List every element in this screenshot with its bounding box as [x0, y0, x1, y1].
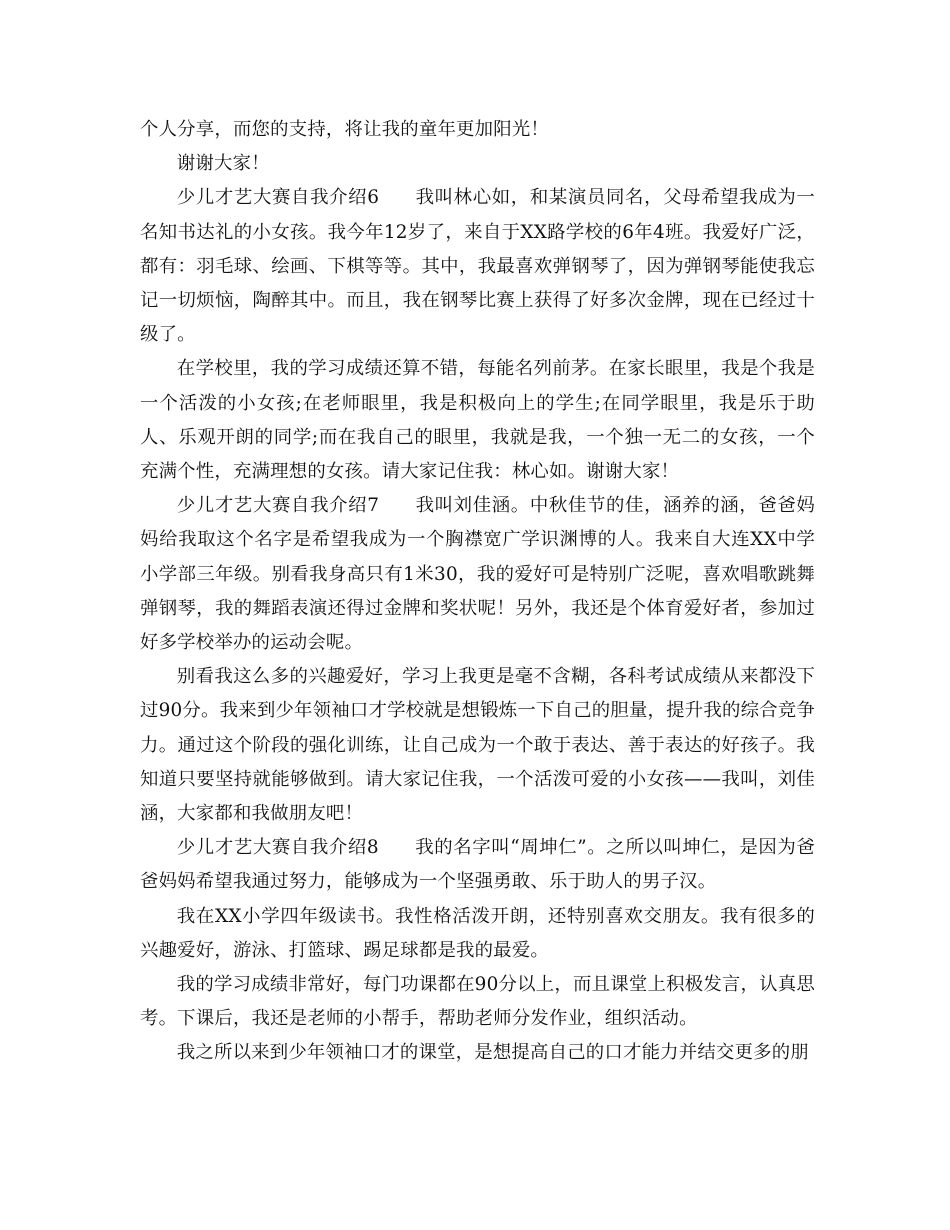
- paragraph-text: 我的名字叫“周坤仁”。之所以叫坤仁，是因为爸爸妈妈希望我通过努力，能够成为一个坚强勇敢、乐于助人的男子汉。: [140, 837, 815, 893]
- paragraph: 我在XX小学四年级读书。我性格活泼开朗，还特别喜欢交朋友。我有很多的兴趣爱好，游泳、打篮球、踢足球都是我的最爱。: [140, 905, 815, 961]
- section-heading: 少儿才艺大赛自我介绍8: [176, 837, 379, 859]
- document-body: [140, 113, 815, 1071]
- section-heading: 少儿才艺大赛自我介绍6: [176, 187, 380, 209]
- paragraph: 我之所以来到少年领袖口才的课堂，是想提高自己的口才能力并结交更多的朋: [176, 1042, 809, 1064]
- paragraph: [140, 831, 815, 899]
- paragraph: [140, 181, 815, 352]
- paragraph: 我的学习成绩非常好，每门功课都在90分以上，而且课堂上积极发言，认真思考。下课后，我还是老师的小帮手，帮助老师分发作业，组织活动。: [140, 974, 815, 1030]
- paragraph: 别看我这么多的兴趣爱好，学习上我更是毫不含糊，各科考试成绩从来都没下过90分。我来到少年领袖口才学校就是想锻炼一下自己的胆量，提升我的综合竞争力。通过这个阶段的强化训练，让自己成为一个敢于表达、善于表达的好孩子。我知道只要坚持就能够做到。请大家记住我，一个活泼可爱的小女孩——我叫，刘佳涵，大家都和我做朋友吧！: [140, 666, 815, 825]
- paragraph-text: 我叫林心如，和某演员同名，父母希望我成为一名知书达礼的小女孩。我今年12岁了，来自于XX路学校的6年4班。我爱好广泛，都有：羽毛球、绘画、下棋等等。其中，我最喜欢弹钢琴了，因为弹钢琴能使我忘记一切烦恼，陶醉其中。而且，我在钢琴比赛上获得了好多次金牌，现在已经过十级了。: [140, 187, 816, 346]
- paragraph: 谢谢大家！: [176, 153, 270, 175]
- paragraph-text: 我叫刘佳涵。中秋佳节的佳，涵养的涵，爸爸妈妈给我取这个名字是希望我成为一个胸襟宽广学识渊博的人。我来自大连XX中学小学部三年级。别看我身高只有1米30，我的爱好可是特别广泛呢，喜欢唱歌跳舞弹钢琴，我的舞蹈表演还得过金牌和奖状呢！另外，我还是个体育爱好者，参加过好多学校举办的运动会呢。: [140, 495, 816, 654]
- section-heading: 少儿才艺大赛自我介绍7: [176, 495, 380, 517]
- paragraph: 在学校里，我的学习成绩还算不错，每能名列前茅。在家长眼里，我是个我是一个活泼的小女孩;在老师眼里，我是积极向上的学生;在同学眼里，我是乐于助人、乐观开朗的同学;而在我自己的眼里，我就是我，一个独一无二的女孩，一个充满个性，充满理想的女孩。请大家记住我：林心如。谢谢大家！: [140, 358, 815, 483]
- paragraph: [140, 489, 815, 660]
- paragraph: 个人分享，而您的支持，将让我的童年更加阳光！: [140, 119, 549, 140]
